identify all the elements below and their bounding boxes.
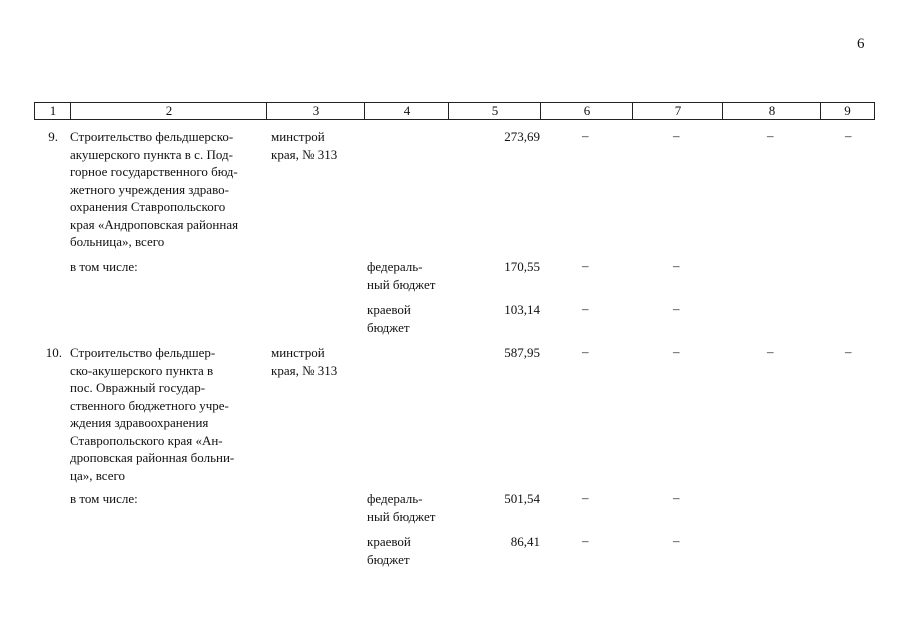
page-number: 6 [857, 36, 865, 52]
sub-label: в том числе: [70, 491, 138, 506]
column-6-value: – [582, 344, 589, 359]
customer: минстрой края, № 313 [271, 345, 338, 378]
row-number: 10. [45, 345, 62, 360]
column-9-value: – [845, 344, 852, 359]
column-6-value: – [582, 128, 589, 143]
amount-value: 103,14 [504, 302, 540, 317]
column-8-value: – [767, 344, 774, 359]
object-name: Строительство фельдшерско- акушерского пункта в с. Под- горное государственного бюд- жетного учреждения здраво- охранения Ставропольского края «Андроповская районная больница», всего [70, 129, 239, 249]
amount-total: 587,95 [504, 345, 540, 360]
object-name: Строительство фельдшер- ско-акушерского пункта в пос. Овражный государ- ственного бюджетного учре- ждения здравоохранения Ставропольского края «Ан- дроповская районная больни- ца», всего [70, 345, 235, 483]
column-header-5: 5 [448, 102, 541, 120]
customer: минстрой края, № 313 [271, 129, 338, 162]
amount-value: 86,41 [510, 534, 540, 549]
column-7-value: – [673, 490, 680, 505]
funding-source: федераль- ный бюджет [367, 491, 436, 524]
column-6-value: – [582, 258, 589, 273]
column-header-7: 7 [632, 102, 723, 120]
column-header-4: 4 [364, 102, 449, 120]
column-7-value: – [673, 128, 680, 143]
funding-source: краевой бюджет [367, 534, 411, 567]
column-header-6: 6 [540, 102, 633, 120]
sub-label: в том числе: [70, 259, 138, 274]
column-8-value: – [767, 128, 774, 143]
column-6-value: – [582, 533, 589, 548]
amount-total: 273,69 [504, 129, 540, 144]
amount-value: 501,54 [504, 491, 540, 506]
column-7-value: – [673, 301, 680, 316]
column-9-value: – [845, 128, 852, 143]
column-7-value: – [673, 533, 680, 548]
column-header-3: 3 [266, 102, 365, 120]
funding-source: федераль- ный бюджет [367, 259, 436, 292]
amount-value: 170,55 [504, 259, 540, 274]
column-6-value: – [582, 490, 589, 505]
column-header-9: 9 [820, 102, 875, 120]
column-7-value: – [673, 344, 680, 359]
row-number: 9. [48, 129, 58, 144]
column-7-value: – [673, 258, 680, 273]
column-header-2: 2 [70, 102, 267, 120]
column-6-value: – [582, 301, 589, 316]
column-header-8: 8 [722, 102, 821, 120]
funding-source: краевой бюджет [367, 302, 411, 335]
column-header-1: 1 [34, 102, 71, 120]
